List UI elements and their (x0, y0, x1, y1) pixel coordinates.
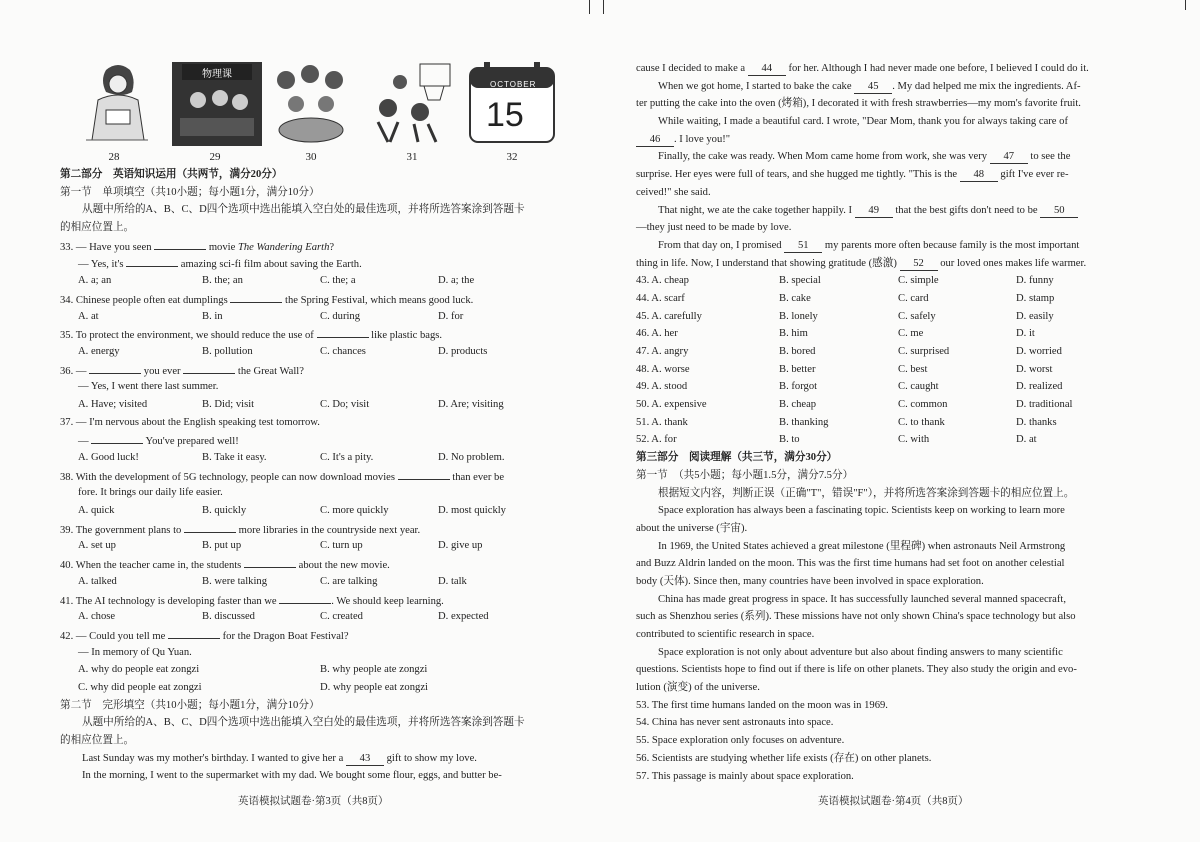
cloze-option[interactable]: D. traditional (1016, 399, 1073, 411)
q38-options (60, 502, 560, 520)
question-57[interactable]: 57. This passage is mainly about space exploration. (636, 770, 854, 782)
q36-stem: 36. — you ever the Great Wall? (60, 361, 560, 379)
cloze-option[interactable]: 52. A. for (636, 434, 677, 446)
article-line-8: contributed to scientific research in space. (636, 629, 815, 640)
article-line-10: questions. Scientists hope to find out if there is life on other planets. They also study the origin and evo- (636, 664, 1077, 676)
q41-option-d[interactable]: D. expected (438, 611, 489, 623)
left-column (60, 166, 560, 785)
cloze-option[interactable]: C. best (898, 363, 928, 375)
cloze-line-12: thing in life. Now, I understand that showing gratitude (感激) 52 our loved ones makes life warmer. (636, 257, 1087, 269)
cloze-options-row (636, 325, 1138, 343)
cloze-option[interactable]: B. him (779, 328, 808, 340)
sec1-title: 第一节 单项填空（共10小题；每小题1分，满分10分） (60, 186, 320, 198)
cloze-option[interactable]: 48. A. worse (636, 363, 690, 375)
question-53[interactable]: 53. The first time humans landed on the moon was in 1969. (636, 699, 888, 711)
q35-stem: 35. To protect the environment, we should reduce the use of like plastic bags. (60, 325, 560, 343)
q42-option-b[interactable]: B. why people ate zongzi (320, 664, 428, 676)
right-column (636, 60, 1138, 785)
q39-option-c[interactable]: C. turn up (320, 540, 363, 552)
cloze-option[interactable]: 49. A. stood (636, 381, 688, 393)
q34-options (60, 308, 560, 326)
calendar-day: 15 (486, 96, 524, 134)
q37-option-b[interactable]: B. Take it easy. (202, 452, 267, 463)
q37-reply: — You've prepared well! (60, 431, 560, 449)
article-line-3: In 1969, the United States achieved a great milestone (里程碑) when astronauts Neil Armstrong (658, 540, 1066, 552)
cloze-option[interactable]: C. surprised (898, 346, 950, 357)
article-line-9: Space exploration is not only about adventure but also about finding answers to many scientific (658, 646, 1063, 658)
cloze-option[interactable]: B. cheap (779, 399, 817, 411)
q35-option-b[interactable]: B. pollution (202, 345, 253, 357)
article-line-5: body (天体). Since then, many countries have been involved in space exploration. (636, 575, 984, 587)
q35-option-a[interactable]: A. energy (78, 345, 120, 357)
cloze-option[interactable]: D. easily (1016, 310, 1054, 322)
article-line-2: about the universe (宇宙). (636, 522, 748, 534)
cloze-option[interactable]: B. to (779, 434, 800, 446)
cloze-paragraph-1: Last Sunday was my mother's birthday. I wanted to give her a 43 gift to show my love. (82, 752, 477, 764)
q41-options (60, 608, 560, 626)
q38-stem-cont: fore. It brings our daily life easier. (78, 487, 223, 499)
cloze-option[interactable]: B. bored (779, 346, 816, 357)
page-footer-left: 英语模拟试题卷·第3页（共8页） (238, 796, 389, 807)
cloze-line-4: While waiting, I made a beautiful card. I wrote, "Dear Mom, thank you for always taking care of (658, 116, 1068, 128)
cloze-option[interactable]: C. caught (898, 381, 939, 393)
q37-option-a[interactable]: A. Good luck! (78, 452, 139, 463)
q40-option-c[interactable]: C. are talking (320, 575, 378, 587)
sec2-instruction-a: 从题中所给的A、B、C、D四个选项中选出能填入空白处的最佳选项，并将所选答案涂到答题卡 (82, 717, 525, 729)
cloze-options-row (636, 308, 1138, 326)
cloze-line-1: cause I decided to make a 44 for her. Although I had never made one before, I believed I could do it. (636, 63, 1089, 74)
picture-label-29: 29 (209, 151, 221, 163)
cloze-option[interactable]: B. forgot (779, 381, 818, 393)
q39-options (60, 537, 560, 555)
article-line-6: China has made great progress in space. It has successfully launched several manned spacecraft, (658, 593, 1066, 605)
q33-stem: 33. — Have you seen movie The Wandering Earth? (60, 237, 560, 255)
picture-30-family-icon (268, 60, 354, 148)
q38-option-d[interactable]: D. most quickly (438, 505, 506, 517)
cloze-option[interactable]: C. to thank (898, 416, 945, 428)
part3-title: 第三部分 阅读理解（共三节，满分30分） (636, 452, 838, 464)
cloze-line-9: That night, we ate the cake together happily. I 49 that the best gifts don't need to be 50 (636, 202, 1138, 220)
cloze-option[interactable]: D. it (1016, 328, 1035, 340)
cloze-option[interactable]: C. common (898, 399, 948, 411)
cloze-option[interactable]: B. thanking (779, 416, 829, 428)
cloze-option[interactable]: 50. A. expensive (636, 399, 707, 411)
picture-31-basketball-icon (368, 60, 458, 148)
cloze-option[interactable]: C. safely (898, 310, 936, 322)
picture-label-28: 28 (108, 151, 120, 163)
q36-options (60, 396, 560, 414)
q34-stem: 34. Chinese people often eat dumplings the Spring Festival, which means good luck. (60, 290, 560, 308)
q33-option-b[interactable]: B. the; an (202, 275, 243, 287)
q37-option-c[interactable]: C. It's a pity. (320, 452, 374, 463)
fold-mark-left (589, 0, 590, 14)
sec2-title: 第二节 完形填空（共10小题；每小题1分，满分10分） (60, 699, 320, 711)
sec2-instruction-b: 的相应位置上。 (60, 735, 135, 746)
article-line-1: Space exploration has always been a fascinating topic. Scientists keep on working to learn more (658, 505, 1065, 517)
cloze-option[interactable]: D. funny (1016, 275, 1054, 287)
q33-option-c[interactable]: C. the; a (320, 275, 356, 287)
cloze-option[interactable]: D. worried (1016, 346, 1062, 357)
cloze-option[interactable]: C. simple (898, 275, 939, 287)
picture-28-woman-icon (76, 60, 158, 148)
cloze-line-5: 46 . I love you!" (636, 131, 1138, 149)
q38-option-c[interactable]: C. more quickly (320, 505, 389, 517)
question-54[interactable]: 54. China has never sent astronauts into space. (636, 717, 834, 729)
q41-stem: 41. The AI technology is developing faster than we . We should keep learning. (60, 591, 560, 609)
cloze-paragraph-2: In the morning, I went to the supermarket with my dad. We bought some flour, eggs, and butter be- (82, 770, 502, 782)
picture-label-32: 32 (506, 151, 518, 163)
picture-label-30: 30 (305, 151, 317, 163)
question-55[interactable]: 55. Space exploration only focuses on adventure. (636, 735, 845, 747)
cloze-option[interactable]: 44. A. scarf (636, 292, 685, 304)
cloze-option[interactable]: C. with (898, 434, 930, 446)
page-footer-right: 英语模拟试题卷·第4页（共8页） (818, 796, 969, 807)
cloze-option[interactable]: 51. A. thank (636, 416, 688, 428)
q35-option-c[interactable]: C. chances (320, 345, 366, 357)
cloze-options-row (636, 378, 1138, 396)
cloze-option[interactable]: D. realized (1016, 381, 1063, 393)
cloze-options-row (636, 343, 1138, 361)
cloze-options-row (636, 272, 1138, 290)
cloze-option[interactable]: D. worst (1016, 363, 1053, 375)
q36-option-a[interactable]: A. Have; visited (78, 398, 148, 410)
cloze-options-row (636, 396, 1138, 414)
q41-option-c[interactable]: C. created (320, 611, 363, 623)
q40-options (60, 573, 560, 591)
q40-option-a[interactable]: A. talked (78, 575, 117, 587)
q42-options-ab (60, 661, 560, 679)
cloze-option[interactable]: C. me (898, 328, 924, 340)
cloze-line-7: surprise. Her eyes were full of tears, and she hugged me tightly. "This is the 48 gift I've ever re- (636, 169, 1069, 181)
q42-option-d[interactable]: D. why people eat zongzi (320, 681, 428, 693)
article-line-11: lution (演变) of the universe. (636, 682, 760, 694)
cloze-option[interactable]: D. at (1016, 434, 1037, 446)
cloze-options-row (636, 414, 1138, 432)
cloze-line-2: When we got home, I started to bake the cake 45 . My dad helped me mix the ingredients. Af- (658, 80, 1081, 92)
q33-option-a[interactable]: A. a; an (78, 275, 112, 287)
q42-stem: 42. — Could you tell me for the Dragon Boat Festival? (60, 626, 560, 644)
calendar-month: OCTOBER (490, 80, 537, 89)
article-line-4: and Buzz Aldrin landed on the moon. This was the first time humans had set foot on another celestial (636, 558, 1065, 570)
cloze-line-6: Finally, the cake was ready. When Mom came home from work, she was very 47 to see the (658, 151, 1071, 163)
q36-option-b[interactable]: B. Did; visit (202, 398, 255, 410)
cloze-option[interactable]: B. better (779, 363, 816, 375)
cloze-option[interactable]: D. thanks (1016, 416, 1057, 428)
q39-option-d[interactable]: D. give up (438, 540, 483, 552)
q37-option-d[interactable]: D. No problem. (438, 452, 505, 463)
q40-option-b[interactable]: B. were talking (202, 575, 268, 587)
q36-option-d[interactable]: D. Are; visiting (438, 398, 504, 410)
cloze-options (636, 272, 1138, 449)
q42-options-cd (60, 679, 560, 697)
part2-title: 第二部分 英语知识运用（共两节，满分20分） (60, 169, 283, 180)
q35-option-d[interactable]: D. products (438, 345, 488, 357)
q36-reply: — Yes, I went there last summer. (78, 381, 219, 393)
cloze-option[interactable]: D. stamp (1016, 292, 1055, 304)
q34-option-a[interactable]: A. at (78, 310, 99, 322)
sec1-instruction-b: 的相应位置上。 (60, 222, 135, 234)
q36-option-c[interactable]: C. Do; visit (320, 398, 370, 410)
cloze-option[interactable]: 45. A. carefully (636, 310, 702, 322)
q34-option-b[interactable]: B. in (202, 310, 223, 322)
q33-reply: — Yes, it's amazing sci-fi film about saving the Earth. (60, 254, 560, 272)
q42-option-c[interactable]: C. why did people eat zongzi (78, 681, 202, 693)
q41-option-b[interactable]: B. discussed (202, 611, 255, 623)
q41-option-a[interactable]: A. chose (78, 611, 116, 623)
cloze-option[interactable]: 46. A. her (636, 328, 678, 340)
fold-mark-right (603, 0, 604, 14)
q39-option-a[interactable]: A. set up (78, 540, 116, 552)
cloze-option[interactable]: B. cake (779, 292, 811, 304)
edge-mark (1185, 0, 1186, 10)
q42-option-a[interactable]: A. why do people eat zongzi (78, 664, 200, 676)
q34-option-d[interactable]: D. for (438, 310, 464, 322)
cloze-option[interactable]: B. special (779, 275, 821, 287)
q37-options (60, 449, 560, 467)
q39-stem: 39. The government plans to more libraries in the countryside next year. (60, 520, 560, 538)
q37-stem: 37. — I'm nervous about the English speaking test tomorrow. (60, 416, 320, 428)
cloze-line-8: ceived!" she said. (636, 186, 711, 198)
cloze-option[interactable]: B. lonely (779, 310, 818, 322)
q35-options (60, 343, 560, 361)
q34-option-c[interactable]: C. during (320, 310, 361, 322)
q39-option-b[interactable]: B. put up (202, 540, 242, 552)
q38-option-b[interactable]: B. quickly (202, 505, 247, 517)
cloze-line-10: —they just need to be made by love. (636, 222, 792, 234)
q38-stem: 38. With the development of 5G technology, people can now download movies than ever be (60, 467, 560, 485)
cloze-options-row (636, 290, 1138, 308)
sec1-instruction-a: 从题中所给的A、B、C、D四个选项中选出能填入空白处的最佳选项，并将所选答案涂到答题卡 (82, 204, 525, 216)
cloze-option[interactable]: C. card (898, 292, 929, 304)
q33-options (60, 272, 560, 290)
cloze-options-row (636, 431, 1138, 449)
picture-29-caption: 物理课 (202, 69, 232, 80)
q40-stem: 40. When the teacher came in, the students about the new movie. (60, 555, 560, 573)
cloze-option[interactable]: 47. A. angry (636, 346, 689, 357)
cloze-line-3: ter putting the cake into the oven (烤箱), I decorated it with fresh strawberries—my mom's favorite fruit. (636, 98, 1081, 110)
article-line-7: such as Shenzhou series (系列). These missions have not only shown China's space technology but also (636, 611, 1076, 623)
cloze-option[interactable]: 43. A. cheap (636, 275, 689, 287)
question-56[interactable]: 56. Scientists are studying whether life exists (存在) on other planets. (636, 752, 932, 764)
q38-option-a[interactable]: A. quick (78, 505, 115, 517)
q42-reply: — In memory of Qu Yuan. (78, 646, 192, 658)
reading-sec1-instruction: 根据短文内容，判断正误（正确"T"，错误"F"），并将所选答案涂到答题卡的相应位置上。 (658, 487, 1075, 499)
reading-sec1-title: 第一节 （共5小题；每小题1.5分，满分7.5分） (636, 469, 854, 481)
picture-label-31: 31 (406, 151, 418, 163)
q33-option-d[interactable]: D. a; the (438, 275, 475, 287)
cloze-line-11: From that day on, I promised 51 my parents more often because family is the most important (658, 239, 1080, 251)
cloze-options-row (636, 361, 1138, 379)
q40-option-d[interactable]: D. talk (438, 575, 467, 587)
picture-row (62, 60, 562, 170)
